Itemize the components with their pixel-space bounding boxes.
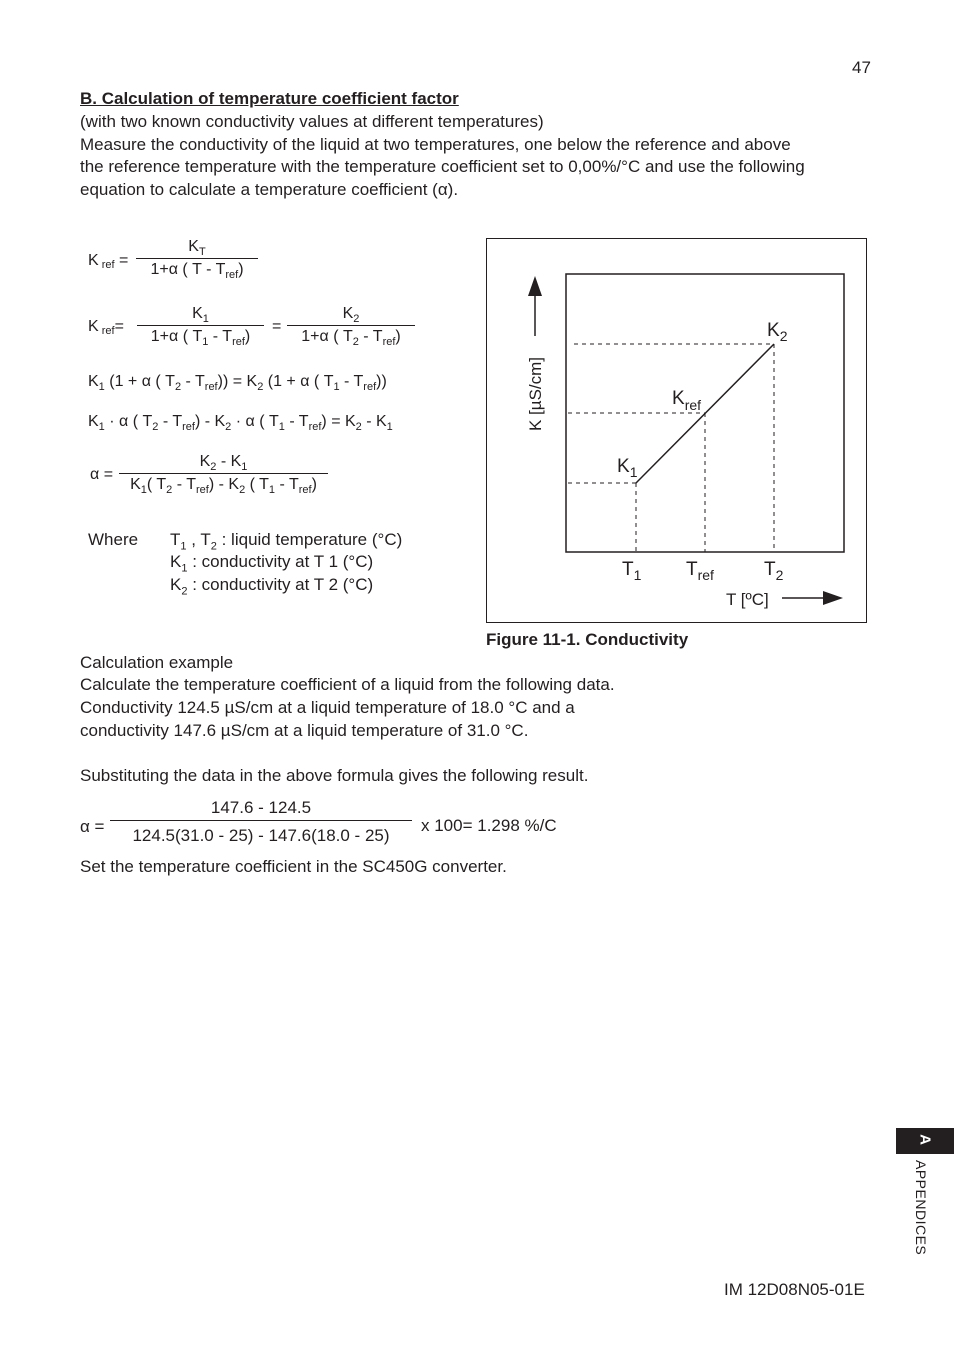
kref-label: $K_{ref}$ <box>672 388 702 413</box>
where-line-3: $K_2$ : conductivity at T 2 (°C) <box>170 575 374 598</box>
closing-line: Set the temperature coefficient in the SC450G converter. <box>80 857 507 876</box>
intro-line-2: Measure the conductivity of the liquid at two temperatures, one below the reference and above <box>80 135 791 154</box>
appendix-tab-label: APPENDICES <box>913 1160 929 1256</box>
y-axis-arrow-head <box>528 276 542 296</box>
intro-line-4: equation to calculate a temperature coefficient (α). <box>80 180 459 199</box>
example-line-3: Conductivity 124.5 µS/cm at a liquid temperature of 18.0 °C and a <box>80 698 575 717</box>
where-line-2: $K_1$ : conductivity at T 1 (°C) <box>170 552 374 575</box>
eq2-fraction-2: $K_2$ 1+α ( $T_2 - T_{ref}$) <box>287 303 415 348</box>
example-line-2: Calculate the temperature coefficient of a liquid from the following data. <box>80 675 615 694</box>
x-axis-arrow-head <box>823 591 843 605</box>
eq2-fraction-1: $K_1$ 1+α ( $T_1 - T_{ref}$) <box>137 303 264 348</box>
k1-label: $K_1$ <box>617 456 638 480</box>
example-line-4: conductivity 147.6 µS/cm at a liquid temperature of 31.0 °C. <box>80 721 529 740</box>
eq1-lhs: K ref = <box>88 252 129 271</box>
where-line-1: $T_1$ , $T_2$ : liquid temperature (°C) <box>170 530 403 553</box>
eq1-fraction: $K_T$ 1+α ( T - $T_{ref}$) <box>136 236 258 281</box>
section-heading: B. Calculation of temperature coefficient factor <box>80 89 459 108</box>
x-axis-title: T [ºC] <box>726 590 769 609</box>
eq2-lhs: K ref= <box>88 318 124 337</box>
figure-caption: Figure 11-1. Conductivity <box>486 630 689 649</box>
page-number: 47 <box>852 58 871 77</box>
document-id: IM 12D08N05-01E <box>724 1280 865 1299</box>
example-numerator: 147.6 - 124.5 <box>210 798 312 817</box>
t1-label: $T_1$ <box>622 559 642 583</box>
y-axis-title: K [µS/cm] <box>526 356 545 431</box>
substitution-line: Substituting the data in the above formula gives the following result. <box>80 766 589 785</box>
eq3: $K_1$ (1 + α ( $T_2 - T_{ref})) = K_2$ (1 + α ( $T_1 - T_{ref}$)) <box>88 373 387 394</box>
eq2-equals: = <box>272 318 282 335</box>
t2-label: $T_2$ <box>764 559 784 583</box>
intro-line-1: (with two known conductivity values at different temperatures) <box>80 112 544 131</box>
intro-line-3: the reference temperature with the temperature coefficient set to 0,00%/°C and use the following <box>80 157 805 176</box>
appendix-tab-letter: A <box>916 1134 934 1145</box>
eq5-lhs: α = <box>90 466 114 483</box>
example-denominator: 124.5(31.0 - 25) - 147.6(18.0 - 25) <box>132 826 390 845</box>
tref-label: $T_{ref}$ <box>686 559 714 583</box>
where-label: Where <box>88 530 139 549</box>
example-fraction <box>110 795 412 846</box>
eq4: $K_1 \cdot \alpha$ ( $T_2 - T_{ref}) - K_2 \cdot \alpha$ ( $T_1 - T_{ref}) = K_2 - K_1$ <box>88 413 393 434</box>
example-line-1: Calculation example <box>80 653 234 672</box>
example-result: x 100= 1.298 %/C <box>421 816 557 835</box>
eq5-fraction: $K_2 - K_1$ $K_1$( $T_2 - T_{ref}) - K_2$ ( $T_1 - T_{ref}$) <box>119 451 328 496</box>
k2-label: $K_2$ <box>767 320 788 344</box>
alpha-label: α = <box>80 817 105 836</box>
